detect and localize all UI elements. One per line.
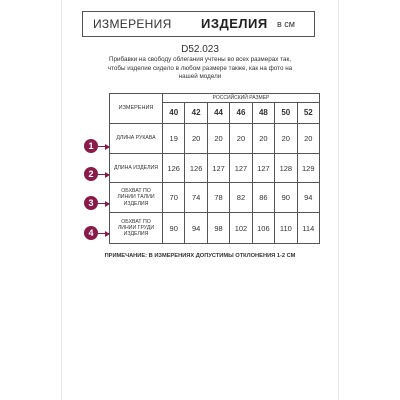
marker-arrow-icon xyxy=(98,174,109,175)
table-cell: 20 xyxy=(185,124,207,154)
table-cell: 126 xyxy=(185,154,207,183)
row-label: ОБХВАТ ПО ЛИНИИ ГРУДИ ИЗДЕЛИЯ xyxy=(110,213,163,244)
measurement-marker-3: 3 xyxy=(84,196,98,210)
table-cell: 127 xyxy=(252,154,274,183)
header-title-item: ИЗДЕЛИЯ xyxy=(201,16,268,31)
table-cell: 20 xyxy=(252,124,274,154)
table-header-row xyxy=(110,94,320,103)
table-cell: 86 xyxy=(252,183,274,213)
marker-arrow-icon xyxy=(98,146,109,147)
header-unit: в см xyxy=(277,19,295,29)
table-cell: 127 xyxy=(230,154,252,183)
table-cell: 20 xyxy=(230,124,252,154)
size-header: 40 xyxy=(163,103,185,124)
row-label: ДЛИНА РУКАВА xyxy=(110,124,163,154)
fit-description-line: Прибавки на свободу облегания учтены во всех размерах так, xyxy=(109,56,291,63)
table-cell: 129 xyxy=(297,154,319,183)
table-cell: 127 xyxy=(207,154,229,183)
model-code: D52.023 xyxy=(181,44,219,55)
table-cell: 74 xyxy=(185,183,207,213)
table-cell: 106 xyxy=(252,213,274,244)
marker-arrow-icon xyxy=(98,233,109,234)
size-header: 48 xyxy=(252,103,274,124)
header-box xyxy=(82,11,315,37)
table-cell: 98 xyxy=(207,213,229,244)
row-label: ДЛИНА ИЗДЕЛИЯ xyxy=(110,154,163,183)
table-cell: 94 xyxy=(297,183,319,213)
size-header: 52 xyxy=(297,103,319,124)
table-cell: 126 xyxy=(163,154,185,183)
table-cell: 19 xyxy=(163,124,185,154)
table-cell: 114 xyxy=(297,213,319,244)
table-row xyxy=(110,213,320,244)
row-label: ОБХВАТ ПО ЛИНИИ ТАЛИИ ИЗДЕЛИЯ xyxy=(110,183,163,213)
size-header: 42 xyxy=(185,103,207,124)
table-cell: 20 xyxy=(275,124,297,154)
tolerance-note: ПРИМЕЧАНИЕ: В ИЗМЕРЕНИЯХ ДОПУСТИМЫ ОТКЛОНЕНИЯ 1-2 СМ xyxy=(104,253,296,259)
table-cell: 90 xyxy=(275,183,297,213)
fit-description-line: нашей модели xyxy=(178,73,222,80)
table-cell: 94 xyxy=(185,213,207,244)
table-row xyxy=(110,124,320,154)
fit-description xyxy=(90,56,310,82)
table-cell: 20 xyxy=(207,124,229,154)
fit-description-line: чтобы изделие сидело в любом размере также, как на фото на xyxy=(107,64,293,72)
size-header: 44 xyxy=(207,103,229,124)
table-cell: 78 xyxy=(207,183,229,213)
measurement-marker-4: 4 xyxy=(84,226,98,240)
table-cell: 102 xyxy=(230,213,252,244)
table-cell: 70 xyxy=(163,183,185,213)
table-row xyxy=(110,154,320,183)
marker-arrow-icon xyxy=(98,203,109,204)
table-cell: 110 xyxy=(275,213,297,244)
measurements-column-header: ИЗМЕРЕНИЯ xyxy=(110,94,163,124)
table-cell: 82 xyxy=(230,183,252,213)
table-cell: 90 xyxy=(163,213,185,244)
size-header: 50 xyxy=(275,103,297,124)
size-header: 46 xyxy=(230,103,252,124)
table-row xyxy=(110,183,320,213)
size-chart-page xyxy=(62,0,338,400)
measurement-marker-2: 2 xyxy=(84,167,98,181)
russian-size-group-header: РОССИЙСКИЙ РАЗМЕР xyxy=(163,94,320,103)
table-cell: 20 xyxy=(297,124,319,154)
size-table xyxy=(109,93,320,244)
table-cell: 128 xyxy=(275,154,297,183)
measurement-marker-1: 1 xyxy=(84,139,98,153)
header-title-measurements: ИЗМЕРЕНИЯ xyxy=(93,17,172,31)
